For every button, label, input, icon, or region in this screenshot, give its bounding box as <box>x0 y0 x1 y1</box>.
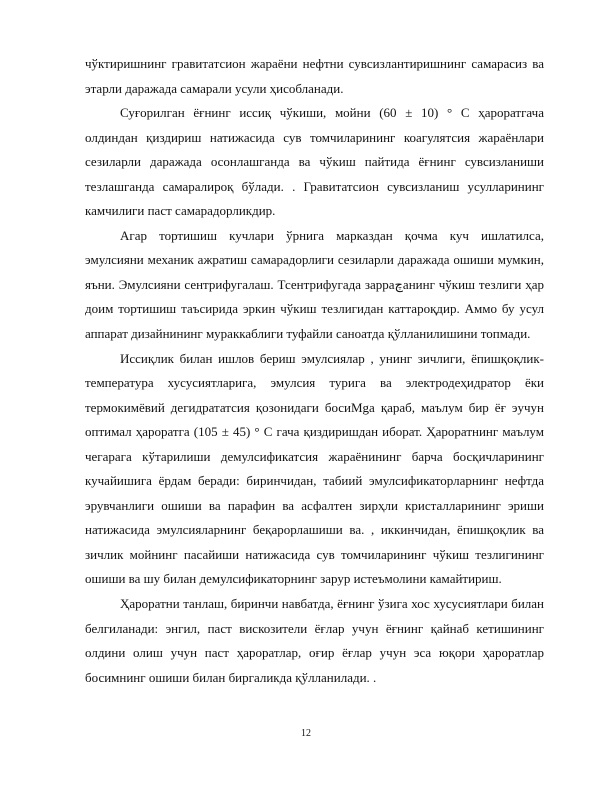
paragraph-continuation: чўктиришнинг гравитатсион жараёни нефтни сувсизлантиришнинг самарасиз ва этарли даражада самарали усули ҳисобланади. <box>85 56 544 96</box>
paragraph-heat-treatment: Иссиқлик билан ишлов бериш эмулсиялар , унинг зичлиги, ёпишқоқлик-температура хусусиятларига, эмулсия турига ва электродеҳидратор ёки термокимёвий дегидрататсия қозонидаги босиMga қараб, маълум бир ёғ эучун оптимал ҳароратга (105 ± 45) ° C гача қиздиришдан иборат. Ҳароратнинг маълум чегарага кўтарилиши демулсификатсия жараёнининг барча босқичларининг кучайишига ёрдам беради: биринчидан, табиий эмулсификаторларнинг нефтда эрувчанлиги ошиши ва парафин ва асфалтен зирҳли кристалларининг эриши натижасида эмулсияларнинг беқарорлашиши ва. , иккинчидан, ёпишқоқлик ва зичлик мойнинг пасайиши натижасида сув томчиларининг чўкиш тезлигининг ошиши ва шу билан демулсификаторнинг зарур истеъмолини камайтириш. <box>85 350 544 587</box>
paragraph-centrifugation: Агар тортишиш кучлари ўрнига марказдан қочма куч ишлатилса, эмулсияни механик ажратиш самарадорлиги сезиларли даражада ошиши мумкин, яъни. Эмулсияни сентрифугалаш. Тсентрифугада зарраچанинг чўкиш тезлиги ҳар доим тортишиш таъсирида эркин чўкиш тезлигидан каттароқдир. Аммо бу усул аппарат дизайнининг мураккаблиги туфайли саноатда қўлланилишини топмади. <box>85 227 544 342</box>
paragraph-warm-settling: Суғорилган ёғнинг иссиқ чўкиши, мойни (60 ± 10) ° C ҳароратгача олдиндан қиздириш натижасида сув томчиларининг коагулятсия жараёнлари сезиларли даражада осонлашганда ва чўкиш пайтида ёғнинг сувсизланиши тезлашганда самаралироқ бўлади. . Гравитатсион сувсизланиш усулларининг камчилиги паст самарадорликдир. <box>85 105 544 219</box>
document-body <box>85 52 544 690</box>
paragraph-temperature-choice: Ҳароратни танлаш, биринчи навбатда, ёғнинг ўзига хос хусусиятлари билан белгиланади: энгил, паст вискозители ёғлар учун ёғнинг қайнаб кетишининг олдини олиш учун паст ҳароратлар, оғир ёғлар учун эса юқори ҳароратлар босимнинг ошиши билан биргаликда қўлланилади. . <box>85 596 544 685</box>
page-number: 12 <box>301 728 311 739</box>
